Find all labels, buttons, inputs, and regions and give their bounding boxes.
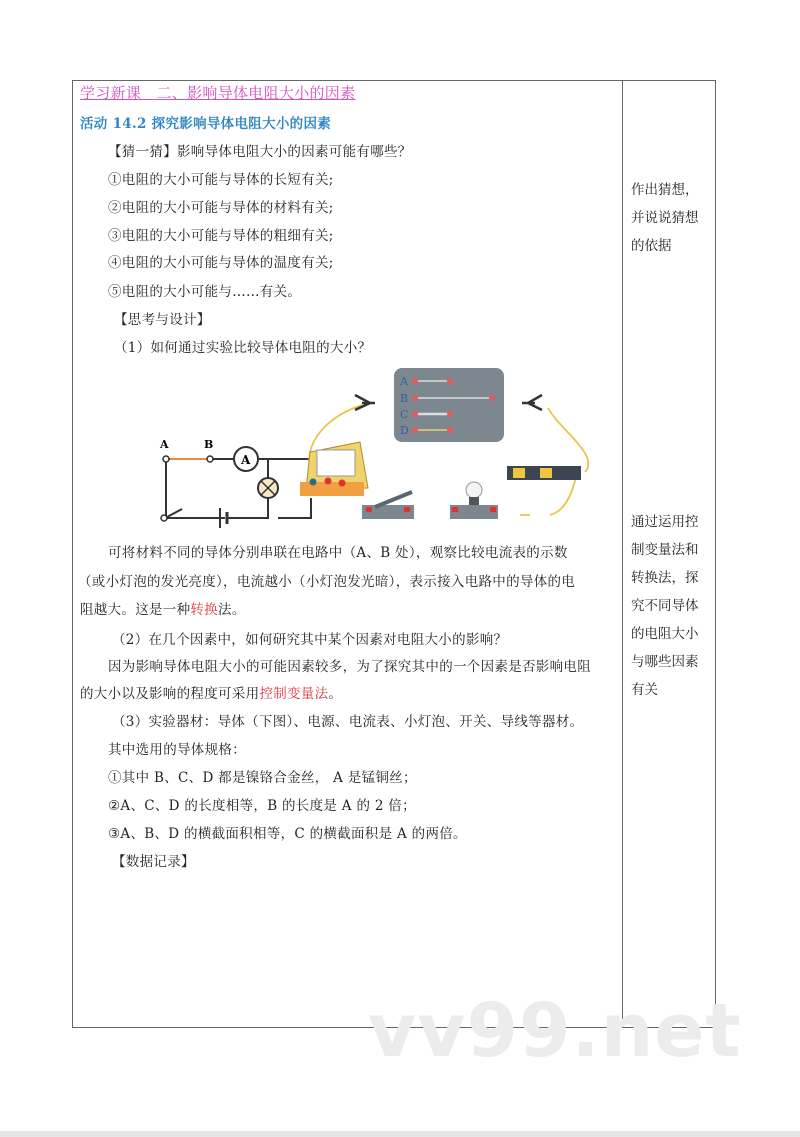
note-method <box>631 508 711 704</box>
guess-item: ②电阻的大小可能与导体的材料有关; <box>108 200 334 216</box>
guess-item: ⑤电阻的大小可能与……有关。 <box>108 284 302 300</box>
para1-line: 可将材料不同的导体分别串联在电路中（A、B 处），观察比较电流表的示数 <box>108 545 568 561</box>
note-guess <box>631 176 711 260</box>
page-edge <box>0 1131 800 1137</box>
board-label-a: A <box>400 375 408 388</box>
guess-item: ①电阻的大小可能与导体的长短有关; <box>108 172 334 188</box>
guess-item: ③电阻的大小可能与导体的粗细有关; <box>108 228 334 244</box>
para1-line: （或小灯泡的发光亮度），电流越小（小灯泡发光暗），表示接入电路中的导体的电 <box>78 574 576 590</box>
note-line: 究不同导体 <box>631 598 699 614</box>
spec-lead: 其中选用的导体规格： <box>108 742 246 758</box>
watermark: vv99.net <box>368 988 742 1074</box>
text: 法。 <box>218 602 246 618</box>
note-line: 作出猜想， <box>631 182 699 198</box>
question-1: （1）如何通过实验比较导体电阻的大小？ <box>114 340 372 356</box>
guess-item: ④电阻的大小可能与导体的温度有关; <box>108 255 334 271</box>
board-label-d: D <box>400 424 409 437</box>
activity-heading: 活动 14.2 探究影响导体电阻大小的因素 <box>80 116 332 132</box>
terminal-a <box>163 456 169 462</box>
note-line: 的依据 <box>631 238 672 254</box>
note-line: 转换法，探 <box>631 570 699 586</box>
switch-symbol <box>161 515 167 521</box>
note-line: 制变量法和 <box>631 542 699 558</box>
text: 阻越大。这是一种 <box>80 602 191 618</box>
board-label-c: C <box>400 408 409 421</box>
spec-item: ②A、C、D 的长度相等，B 的长度是 A 的 2 倍； <box>108 798 416 814</box>
switch-device <box>362 492 414 519</box>
note-line: 并说说猜想 <box>631 210 699 226</box>
clip-right <box>522 395 542 410</box>
label-a: A <box>160 438 169 451</box>
question-2: （2）在几个因素中，如何研究其中某个因素对电阻大小的影响？ <box>112 632 508 648</box>
spec-item: ③A、B、D 的横截面积相等，C 的横截面积是 A 的两倍。 <box>108 826 467 842</box>
battery-device <box>507 466 581 480</box>
note-line: 有关 <box>631 682 658 698</box>
terminal-b <box>207 456 213 462</box>
para2-line <box>80 684 342 704</box>
highlight-control-variable: 控制变量法 <box>259 686 329 702</box>
ammeter-label: A <box>241 453 251 467</box>
clip-left <box>355 395 375 410</box>
note-line: 与哪些因素 <box>631 654 699 670</box>
para2-line: 因为影响导体电阻大小的可能因素较多，为了探究其中的一个因素是否影响电阻 <box>108 659 591 675</box>
section-title: 学习新课 二、影响导体电阻大小的因素 <box>80 84 356 102</box>
note-line: 通过运用控 <box>631 514 699 530</box>
label-b: B <box>204 438 214 451</box>
note-line: 的电阻大小 <box>631 626 699 642</box>
text: 。 <box>328 686 343 702</box>
question-3: （3）实验器材：导体（下图）、电源、电流表、小灯泡、开关、导线等器材。 <box>112 714 584 730</box>
board-label-b: B <box>400 392 409 405</box>
design-heading: 【思考与设计】 <box>114 312 211 328</box>
experiment-figure <box>130 360 600 530</box>
guess-lead: 【猜一猜】影响导体电阻大小的因素可能有哪些？ <box>108 144 412 160</box>
spec-item: ①其中 B、C、D 都是镍铬合金丝， A 是锰铜丝； <box>108 770 417 786</box>
bulb-device <box>450 482 498 519</box>
conductor-board <box>394 368 504 442</box>
highlight-conversion-method: 转换 <box>190 602 219 618</box>
text: 的大小以及影响的程度可采用 <box>80 686 260 702</box>
data-record-heading: 【数据记录】 <box>112 854 195 870</box>
column-divider <box>622 80 623 1028</box>
para1-line <box>80 600 246 620</box>
